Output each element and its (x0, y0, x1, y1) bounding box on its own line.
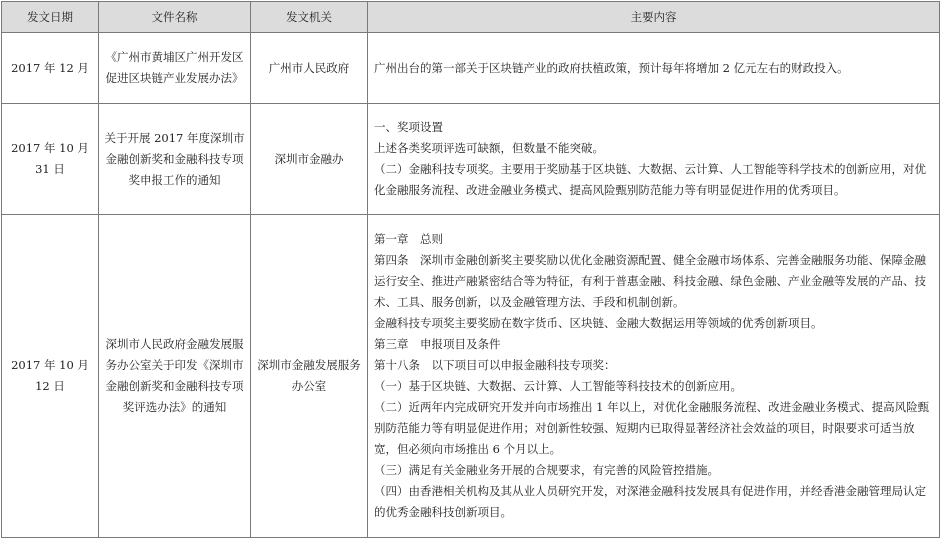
content-paragraph: （四）由香港相关机构及其从业人员研究开发，对深港金融科技发展具有促进作用，并经香港金融管理局认定的优秀金融科技创新项目。 (374, 484, 926, 519)
issue-date-cell: 2017 年 10 月 12 日 (2, 215, 99, 538)
content-paragraph: 上述各类奖项评选可缺额，但数量不能突破。 (374, 141, 604, 155)
table-header-row (2, 2, 940, 33)
content-paragraph: （一）基于区块链、大数据、云计算、人工智能等科技技术的创新应用。 (374, 379, 742, 393)
content-paragraph: 第十八条 以下项目可以申报金融科技专项奖： (374, 358, 616, 372)
issuing-authority-cell: 深圳市金融办 (251, 104, 368, 215)
issue-date-cell: 2017 年 12 月 (2, 33, 99, 104)
header-main-content: 主要内容 (368, 2, 940, 33)
content-paragraph: 广州出台的第一部关于区块链产业的政府扶植政策，预计每年将增加 2 亿元左右的财政投入。 (374, 60, 849, 75)
issue-date-cell: 2017 年 10 月 31 日 (2, 104, 99, 215)
header-issuing-authority: 发文机关 (251, 2, 368, 33)
issuing-authority-cell: 深圳市金融发展服务办公室 (251, 215, 368, 538)
header-issue-date: 发文日期 (2, 2, 99, 33)
table-row (2, 33, 940, 104)
policy-table (1, 1, 940, 538)
content-paragraph: 第一章 总则 (374, 232, 443, 246)
document-name-cell: 深圳市人民政府金融发展服务办公室关于印发《深圳市金融创新奖和金融科技专项奖评选办法》的通知 (99, 215, 251, 538)
main-content-cell (368, 215, 940, 538)
content-paragraph: 金融科技专项奖主要奖励在数字货币、区块链、金融大数据运用等领域的优秀创新项目。 (374, 316, 823, 330)
content-paragraph: （三）满足有关金融业务开展的合规要求，有完善的风险管控措施。 (374, 463, 719, 477)
header-document-name: 文件名称 (99, 2, 251, 33)
main-content-cell (368, 104, 940, 215)
content-paragraph: 一、奖项设置 (374, 120, 443, 134)
main-content-cell (368, 33, 940, 104)
content-paragraph: 第三章 申报项目及条件 (374, 337, 501, 351)
content-paragraph: 第四条 深圳市金融创新奖主要奖励以优化金融资源配置、健全金融市场体系、完善金融服务功能、保障金融运行安全、推进产融紧密结合等为特征，有利于普惠金融、科技金融、绿色金融、产业金融等发展的产品、技术、工具、服务创新，以及金融管理方法、手段和机制创新。 (374, 253, 926, 309)
table-row (2, 104, 940, 215)
issuing-authority-cell: 广州市人民政府 (251, 33, 368, 104)
content-paragraph: （二）近两年内完成研究开发并向市场推出 1 年以上，对优化金融服务流程、改进金融业务模式、提高风险甄别防范能力等有明显促进作用；对创新性较强、短期内已取得显著经济社会效益的项目，时限要求可适当放宽，但必须向市场推出 6 个月以上。 (374, 400, 930, 456)
document-name-cell: 关于开展 2017 年度深圳市金融创新奖和金融科技专项奖申报工作的通知 (99, 104, 251, 215)
document-name-cell: 《广州市黄埔区广州开发区促进区块链产业发展办法》 (99, 33, 251, 104)
content-paragraph: （二）金融科技专项奖。主要用于奖励基于区块链、大数据、云计算、人工智能等科学技术的创新应用，对优化金融服务流程、改进金融业务模式、提高风险甄别防范能力等有明显促进作用的优秀项目。 (374, 162, 926, 197)
table-row (2, 215, 940, 538)
